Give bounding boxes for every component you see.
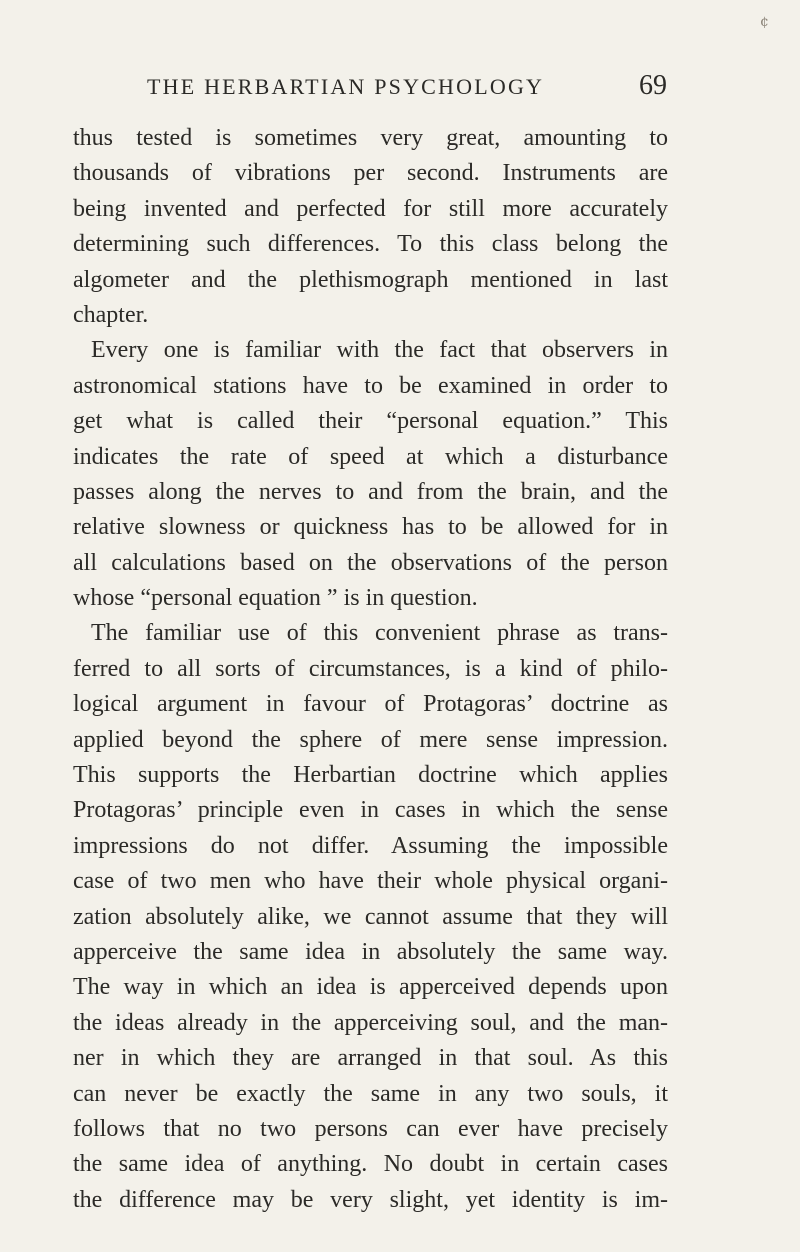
- text-line: This supports the Herbartian doctrine which applies: [73, 762, 668, 789]
- text-line: logical argument in favour of Protagoras’ doctrine as: [73, 691, 668, 718]
- text-line: follows that no two persons can ever have precisely: [73, 1115, 668, 1142]
- text-line: ferred to all sorts of circumstances, is a kind of philo-: [73, 655, 668, 682]
- running-head: THE HERBARTIAN PSYCHOLOGY: [147, 74, 545, 99]
- text-line: the difference may be very slight, yet identity is im-: [73, 1186, 668, 1213]
- text-line: can never be exactly the same in any two souls, it: [73, 1080, 668, 1107]
- text-line: thousands of vibrations per second. Instruments are: [73, 160, 668, 187]
- text-line: get what is called their “personal equation.” This: [73, 408, 668, 435]
- text-line: passes along the nerves to and from the brain, and the: [73, 478, 668, 505]
- text-line: apperceive the same idea in absolutely the same way.: [73, 938, 668, 965]
- text-line: Protagoras’ principle even in cases in which the sense: [73, 797, 668, 824]
- text-line: thus tested is sometimes very great, amounting to: [73, 125, 668, 151]
- text-line: whose “personal equation ” is in question.: [73, 585, 478, 612]
- text-line: The familiar use of this convenient phrase as trans-: [91, 620, 668, 647]
- text-line: zation absolutely alike, we cannot assume that they will: [73, 903, 668, 930]
- text-line: case of two men who have their whole physical organi-: [73, 868, 668, 895]
- text-line: The way in which an idea is apperceived depends upon: [73, 974, 668, 1001]
- text-line: chapter.: [73, 301, 149, 328]
- text-line: relative slowness or quickness has to be allowed for in: [73, 514, 668, 541]
- text-line: applied beyond the sphere of mere sense impression.: [73, 726, 668, 753]
- text-line: the ideas already in the apperceiving soul, and the man-: [73, 1009, 668, 1036]
- page-number: 69: [639, 70, 667, 101]
- text-line: determining such differences. To this class belong the: [73, 231, 668, 258]
- text-line: astronomical stations have to be examined in order to: [73, 372, 668, 399]
- text-line: all calculations based on the observations of the person: [73, 549, 668, 576]
- text-line: algometer and the plethismograph mentioned in last: [73, 266, 668, 293]
- corner-mark: ¢: [760, 14, 769, 30]
- page-header: [147, 72, 667, 104]
- text-line: ner in which they are arranged in that soul. As this: [73, 1045, 668, 1072]
- text-line: being invented and perfected for still more accurately: [73, 195, 668, 222]
- text-line: the same idea of anything. No doubt in certain cases: [73, 1151, 668, 1178]
- text-line: indicates the rate of speed at which a disturbance: [73, 443, 668, 470]
- text-line: impressions do not differ. Assuming the impossible: [73, 832, 668, 859]
- text-line: Every one is familiar with the fact that observers in: [91, 337, 668, 364]
- body-text: [73, 121, 668, 1218]
